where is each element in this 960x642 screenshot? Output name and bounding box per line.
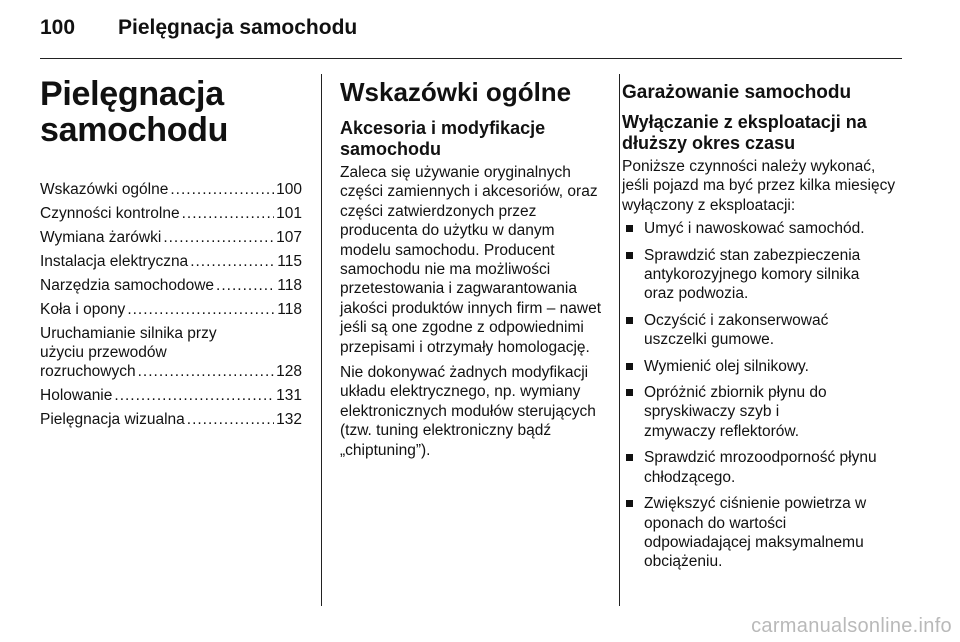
header-rule (40, 58, 902, 59)
section-subtitle: Wyłączanie z eksploatacji na dłuższy okres czasu (622, 112, 867, 153)
toc-entry-label: Holowanie (40, 387, 113, 404)
checklist-item (622, 383, 902, 441)
toc-entry-page: 118 (277, 301, 302, 318)
checklist-item-text: Zwiększyć ciśnienie powietrza w oponach do wartości odpowiadającej maksymalnemu obciążeniu. (644, 495, 867, 571)
section-title: Garażowanie samochodu (622, 82, 852, 103)
toc-entry-page: 131 (276, 387, 302, 404)
bullet-square-icon (626, 454, 633, 461)
bullet-square-icon (626, 317, 633, 324)
toc-entry[interactable] (40, 386, 302, 405)
checklist (622, 219, 902, 572)
toc-entry-page: 115 (277, 253, 302, 270)
checklist-item (622, 494, 902, 572)
toc-entry[interactable] (40, 300, 302, 319)
toc-entry-label-line: rozruchowych (40, 363, 136, 380)
checklist-item (622, 311, 902, 350)
checklist-item-text: Sprawdzić stan zabezpieczenia antykorozyjnego komory silnika oraz podwozia. (644, 246, 861, 303)
running-title: Pielęgnacja samochodu (118, 16, 358, 39)
table-of-contents (40, 180, 302, 429)
checklist-item-text: Oczyścić i zakonserwować uszczelki gumowe. (644, 311, 829, 349)
toc-entry[interactable] (40, 204, 302, 223)
toc-entry-page: 128 (276, 363, 302, 380)
chapter-title (40, 76, 302, 148)
page-number: 100 (40, 16, 76, 39)
section-title: Wskazówki ogólne (340, 77, 572, 107)
paragraph: Zaleca się używanie oryginalnych części zamiennych i akcesoriów, oraz części zatwierdzonych przez producenta do użytku w danym modelu samochodu. Producent samochodu nie ma możliwości przetestowania i zagwarantowania jakości produktów innych firm – nawet jeśli są one zgodne z odpowiednimi przepisami i otrzymały homologację. (340, 164, 602, 356)
checklist-item-text: Umyć i nawoskować samochód. (644, 220, 865, 238)
intro-paragraph: Poniższe czynności należy wykonać, jeśli pojazd ma być przez kilka miesięcy wyłączony z eksploatacji: (622, 158, 896, 214)
toc-entry-page: 132 (276, 411, 302, 428)
checklist-item-text: Opróżnić zbiornik płynu do spryskiwaczy szyb i zmywaczy reflektorów. (644, 384, 827, 440)
checklist-item-text: Wymienić olej silnikowy. (644, 357, 809, 375)
toc-entry-page: 107 (276, 229, 302, 246)
toc-entry-page: 100 (276, 181, 302, 198)
bullet-square-icon (626, 500, 633, 507)
toc-entry[interactable] (40, 180, 302, 199)
toc-entry-label: Pielęgnacja wizualna (40, 411, 185, 428)
toc-entry[interactable] (40, 252, 302, 271)
column-divider-1 (321, 74, 322, 606)
toc-entry[interactable] (40, 228, 302, 247)
checklist-item-text: Sprawdzić mrozoodporność płynu chłodzącego. (644, 449, 877, 486)
chapter-column (40, 74, 302, 434)
checklist-item (622, 219, 902, 238)
paragraph: Nie dokonywać żadnych modyfikacji układu elektrycznego, np. wymiany elektronicznych modułów sterujących (tzw. tuning elektroniczny bądź „chiptuning”). (340, 364, 596, 459)
toc-entry-label: Narzędzia samochodowe (40, 277, 215, 294)
column-divider-2 (619, 74, 620, 606)
toc-entry-label-line: użyciu przewodów (40, 344, 167, 361)
general-column (340, 74, 604, 466)
toc-entry-label: Wymiana żarówki (40, 229, 162, 246)
checklist-item (622, 448, 902, 487)
bullet-square-icon (626, 389, 633, 396)
bullet-square-icon (626, 252, 633, 259)
bullet-square-icon (626, 225, 633, 232)
chapter-title-text: Pielęgnacja samochodu (40, 75, 229, 149)
toc-entry[interactable] (40, 276, 302, 295)
toc-entry-page: 118 (277, 277, 302, 294)
toc-entry-label: Wskazówki ogólne (40, 181, 169, 198)
checklist-item (622, 246, 902, 304)
toc-entry-label: Czynności kontrolne (40, 205, 180, 222)
toc-entry-label-line: Uruchamianie silnika przy (40, 325, 217, 342)
toc-entry-label: Instalacja elektryczna (40, 253, 189, 270)
toc-entry[interactable] (40, 324, 302, 381)
toc-entry-label: Koła i opony (40, 301, 126, 318)
section-subtitle: Akcesoria i modyfikacje samochodu (340, 118, 546, 159)
toc-entry[interactable] (40, 410, 302, 429)
checklist-item (622, 357, 902, 376)
bullet-square-icon (626, 363, 633, 370)
garage-column (622, 74, 902, 579)
toc-entry-page: 101 (276, 205, 302, 222)
watermark: carmanualsonline.info (751, 615, 952, 637)
